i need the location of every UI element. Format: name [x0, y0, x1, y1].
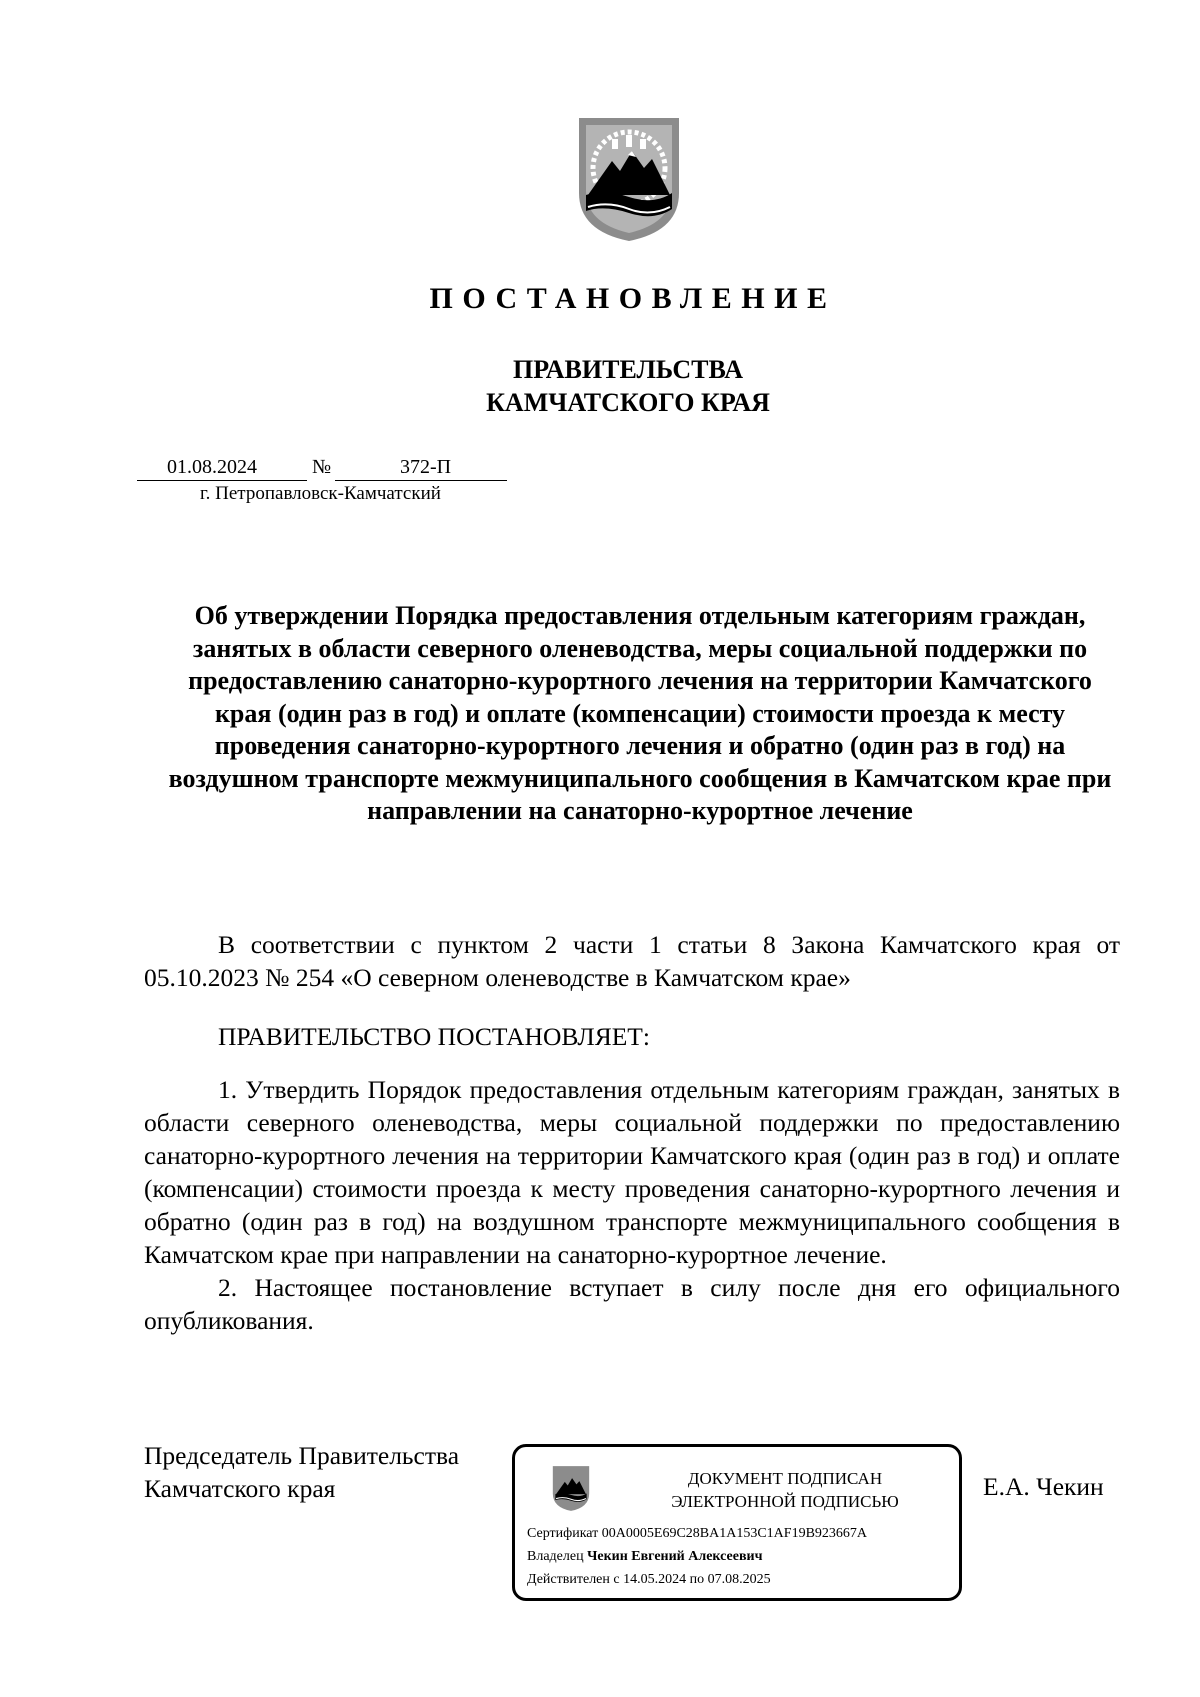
authority-line-2: КАМЧАТСКОГО КРАЯ: [486, 388, 770, 417]
signer-title-line-2: Камчатского края: [144, 1474, 336, 1503]
certificate-label: Сертификат: [527, 1526, 599, 1541]
signer-title: [144, 1439, 459, 1505]
stamp-certificate: [527, 1526, 867, 1542]
signer-title-line-1: Председатель Правительства: [144, 1441, 460, 1470]
signer-name: Е.А. Чекин: [983, 1472, 1104, 1501]
decree-item-2: 2. Настоящее постановление вступает в силу после дня его официального опубликования.: [144, 1273, 1120, 1335]
document-date: 01.08.2024: [167, 456, 257, 478]
decree-phrase: ПРАВИТЕЛЬСТВО ПОСТАНОВЛЯЕТ:: [218, 1022, 650, 1051]
kamchatka-coat-of-arms-icon: [574, 113, 684, 243]
kamchatka-coat-of-arms-icon: [551, 1463, 591, 1513]
number-sign: №: [312, 456, 332, 478]
document-subject: Об утверждении Порядка предоставления отдельным категориям граждан, занятых в области северного оленеводства, меры социальной поддержки по предоставлению санаторно-курортного лечения на территории Камчатского края (один раз в год) и оплате (компенсации) стоимости проезда к месту проведения санаторно-курортного лечения и обратно (один раз в год) на воздушном транспорте межмуниципального сообщения в Камчатском крае при направлении на санаторно-курортное лечение: [168, 601, 1112, 825]
decree-item-1: 1. Утвердить Порядок предоставления отдельным категориям граждан, занятых в области северного оленеводства, меры социальной поддержки по предоставлению санаторно-курортного лечения на территории Камчатского края (один раз в год) и оплате (компенсации) стоимости проезда к месту проведения санаторно-курортного лечения и обратно (один раз в год) на воздушном транспорте межмуниципального сообщения в Камчатском крае при направлении на санаторно-курортное лечение.: [144, 1075, 1120, 1269]
valid-to: 07.08.2025: [707, 1572, 771, 1587]
certificate-value: 00A0005E69C28BA1A153C1AF19B923667A: [601, 1526, 868, 1541]
date-underline: [137, 480, 307, 481]
preamble: [144, 928, 1120, 994]
document-title: ПОСТАНОВЛЕНИЕ: [429, 282, 837, 315]
stamp-heading-line-1: ДОКУМЕНТ ПОДПИСАН: [687, 1469, 883, 1488]
preamble-text: В соответствии с пунктом 2 части 1 статьи 8 Закона Камчатского края от 05.10.2023 № 254 «О северном оленеводстве в Камчатском крае»: [144, 930, 1120, 992]
authority-line-1: ПРАВИТЕЛЬСТВА: [513, 355, 743, 384]
document-city: г. Петропавловск-Камчатский: [200, 483, 441, 504]
decree-items: [144, 1073, 1120, 1337]
valid-from: 14.05.2024: [623, 1572, 687, 1587]
owner-label: Владелец: [527, 1549, 584, 1564]
stamp-heading: [625, 1467, 945, 1513]
valid-label: Действителен с: [527, 1572, 620, 1587]
stamp-validity: [527, 1572, 771, 1588]
valid-to-label: по: [689, 1572, 705, 1587]
stamp-owner: [527, 1549, 762, 1565]
document-number: 372-П: [400, 456, 452, 478]
electronic-signature-stamp: [512, 1444, 962, 1601]
stamp-heading-line-2: ЭЛЕКТРОННОЙ ПОДПИСЬЮ: [671, 1492, 899, 1511]
number-underline: [335, 480, 507, 481]
owner-value: Чекин Евгений Алексеевич: [587, 1549, 763, 1564]
